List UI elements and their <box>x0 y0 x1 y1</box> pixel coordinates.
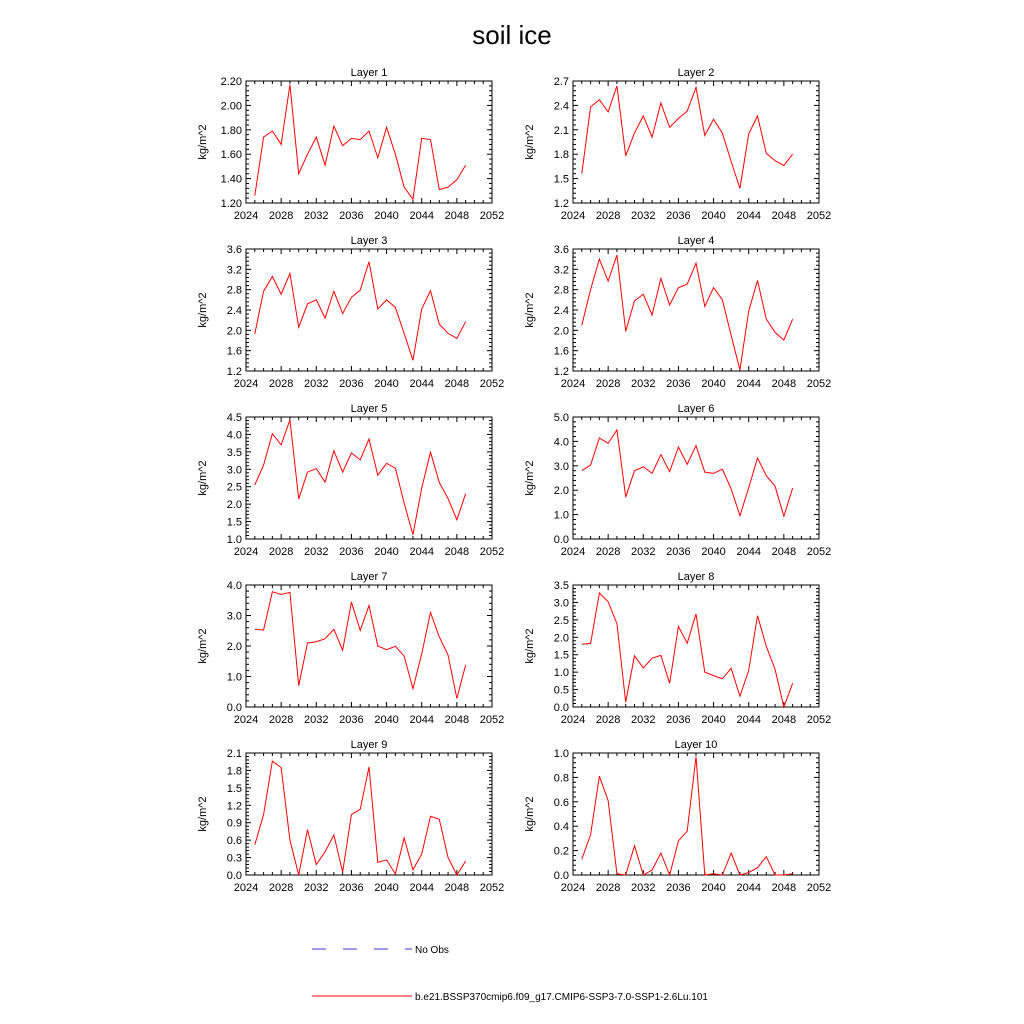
x-tick-label: 2052 <box>806 378 832 390</box>
x-tick-label: 2040 <box>701 210 726 222</box>
x-tick-label: 2036 <box>666 210 691 222</box>
x-tick-label: 2024 <box>560 546 586 558</box>
y-tick-label: 0.6 <box>226 835 242 848</box>
plot-frame <box>246 81 492 203</box>
x-tick-label: 2032 <box>631 210 656 222</box>
y-tick-label: 1.6 <box>226 345 242 358</box>
y-axis-label: kg/m^2 <box>197 292 209 328</box>
x-tick-label: 2036 <box>339 714 364 726</box>
x-tick-label: 2040 <box>374 378 399 390</box>
y-tick-label: 1.2 <box>226 800 242 813</box>
y-tick-label: 2.5 <box>226 481 242 494</box>
y-tick-label: 2.1 <box>553 124 569 137</box>
x-tick-label: 2032 <box>304 210 329 222</box>
series-line <box>255 85 466 200</box>
x-tick-label: 2036 <box>339 378 364 390</box>
plot-frame <box>573 585 819 707</box>
panel-title: Layer 9 <box>350 739 388 751</box>
x-tick-label: 2024 <box>560 210 586 222</box>
y-tick-label: 3.0 <box>226 610 242 623</box>
plot-frame <box>246 417 492 539</box>
x-tick-label: 2036 <box>666 882 691 894</box>
y-tick-label: 3.0 <box>553 597 569 610</box>
y-tick-label: 1.80 <box>220 124 242 137</box>
y-tick-label: 1.40 <box>220 173 242 186</box>
x-tick-label: 2032 <box>631 546 656 558</box>
series-line <box>255 592 466 699</box>
plot-frame <box>246 249 492 371</box>
y-tick-label: 5.0 <box>553 412 569 424</box>
y-tick-label: 3.5 <box>226 446 242 459</box>
y-tick-label: 0.2 <box>553 845 569 858</box>
y-tick-label: 2.1 <box>226 748 242 760</box>
y-tick-label: 2.0 <box>553 325 569 338</box>
x-tick-label: 2040 <box>374 210 399 222</box>
x-tick-label: 2040 <box>374 882 399 894</box>
x-tick-label: 2028 <box>268 714 294 726</box>
x-tick-label: 2044 <box>409 378 434 390</box>
y-axis-label: kg/m^2 <box>524 124 536 160</box>
y-tick-label: 1.5 <box>226 782 242 795</box>
x-tick-label: 2028 <box>595 378 621 390</box>
x-tick-label: 2028 <box>268 882 294 894</box>
panel-layer-10 <box>524 739 831 894</box>
x-tick-label: 2044 <box>736 378 761 390</box>
y-tick-label: 2.5 <box>553 614 569 627</box>
y-tick-label: 1.8 <box>226 765 242 778</box>
x-tick-label: 2024 <box>233 882 259 894</box>
x-tick-label: 2024 <box>233 210 259 222</box>
y-tick-label: 1.5 <box>226 516 242 529</box>
y-axis-label: kg/m^2 <box>524 292 536 328</box>
figure-title: soil ice <box>472 20 552 50</box>
x-tick-label: 2028 <box>595 882 621 894</box>
y-tick-label: 0.4 <box>553 821 569 834</box>
y-tick-label: 1.20 <box>220 198 242 210</box>
y-tick-label: 3.6 <box>226 244 242 256</box>
x-tick-label: 2052 <box>806 546 832 558</box>
y-tick-label: 3.2 <box>553 264 569 277</box>
x-tick-label: 2028 <box>595 714 621 726</box>
x-tick-label: 2028 <box>595 546 621 558</box>
series-line <box>255 262 466 361</box>
y-tick-label: 4.0 <box>226 580 242 592</box>
x-tick-label: 2052 <box>479 882 505 894</box>
panel-title: Layer 1 <box>350 67 388 79</box>
y-tick-label: 1.2 <box>553 198 569 210</box>
y-tick-label: 2.0 <box>226 499 242 512</box>
y-tick-label: 0.5 <box>553 684 569 697</box>
x-tick-label: 2024 <box>233 546 259 558</box>
y-tick-label: 1.2 <box>553 366 569 378</box>
y-tick-label: 2.0 <box>226 641 242 653</box>
x-tick-label: 2024 <box>560 378 586 390</box>
series-line <box>255 761 466 875</box>
y-tick-label: 0.9 <box>226 817 242 830</box>
y-tick-label: 1.6 <box>553 345 569 358</box>
x-tick-label: 2024 <box>233 378 259 390</box>
y-axis-label: kg/m^2 <box>197 796 209 832</box>
x-tick-label: 2044 <box>409 210 434 222</box>
x-tick-label: 2032 <box>304 714 329 726</box>
y-tick-label: 2.00 <box>220 100 242 113</box>
y-tick-label: 4.5 <box>226 412 242 424</box>
x-tick-label: 2040 <box>701 882 726 894</box>
series-line <box>582 430 793 516</box>
x-tick-label: 2028 <box>268 378 294 390</box>
x-tick-label: 2052 <box>479 546 505 558</box>
y-axis-label: kg/m^2 <box>524 628 536 664</box>
series-line <box>582 86 793 188</box>
plot-frame <box>573 249 819 371</box>
panel-title: Layer 7 <box>350 571 388 583</box>
y-tick-label: 1.0 <box>553 667 569 680</box>
y-tick-label: 1.0 <box>226 671 242 684</box>
y-tick-label: 2.7 <box>553 76 569 88</box>
x-tick-label: 2032 <box>304 546 329 558</box>
x-tick-label: 2024 <box>560 714 586 726</box>
series-line <box>582 255 793 370</box>
y-tick-label: 0.0 <box>226 870 242 882</box>
x-tick-label: 2040 <box>701 714 726 726</box>
x-tick-label: 2036 <box>666 378 691 390</box>
x-tick-label: 2032 <box>631 378 656 390</box>
panel-layer-9 <box>197 739 504 894</box>
y-tick-label: 1.2 <box>226 366 242 378</box>
x-tick-label: 2024 <box>560 882 586 894</box>
y-tick-label: 2.8 <box>553 284 569 297</box>
panel-layer-5 <box>197 403 504 558</box>
series-line <box>582 593 793 707</box>
y-tick-label: 2.4 <box>553 305 569 317</box>
panel-layer-2 <box>524 67 831 222</box>
panel-layer-4 <box>524 235 831 390</box>
x-tick-label: 2024 <box>233 714 259 726</box>
x-tick-label: 2052 <box>479 714 505 726</box>
y-tick-label: 2.4 <box>553 100 569 113</box>
y-tick-label: 3.0 <box>226 464 242 477</box>
x-tick-label: 2032 <box>631 714 656 726</box>
x-tick-label: 2052 <box>806 882 832 894</box>
y-tick-label: 0.6 <box>553 796 569 809</box>
x-tick-label: 2040 <box>374 546 399 558</box>
y-tick-label: 2.0 <box>553 632 569 645</box>
series-line <box>582 757 793 875</box>
y-tick-label: 0.0 <box>553 534 569 546</box>
y-tick-label: 3.6 <box>553 244 569 256</box>
panel-title: Layer 2 <box>677 67 715 79</box>
y-tick-label: 1.5 <box>553 649 569 662</box>
x-tick-label: 2036 <box>339 546 364 558</box>
x-tick-label: 2048 <box>771 210 797 222</box>
x-tick-label: 2032 <box>304 882 329 894</box>
y-tick-label: 3.2 <box>226 264 242 277</box>
x-tick-label: 2044 <box>736 210 761 222</box>
x-tick-label: 2044 <box>736 714 761 726</box>
x-tick-label: 2028 <box>268 210 294 222</box>
y-tick-label: 0.3 <box>226 852 242 865</box>
y-tick-label: 0.0 <box>553 870 569 882</box>
y-tick-label: 2.4 <box>226 305 242 317</box>
x-tick-label: 2048 <box>444 546 470 558</box>
x-tick-label: 2048 <box>771 378 797 390</box>
panel-layer-3 <box>197 235 504 390</box>
x-tick-label: 2052 <box>479 210 505 222</box>
x-tick-label: 2040 <box>701 378 726 390</box>
x-tick-label: 2048 <box>771 714 797 726</box>
series-line <box>255 420 466 535</box>
y-tick-label: 2.20 <box>220 76 242 88</box>
y-tick-label: 1.5 <box>553 173 569 186</box>
x-tick-label: 2028 <box>595 210 621 222</box>
y-tick-label: 2.8 <box>226 284 242 297</box>
x-tick-label: 2048 <box>444 882 470 894</box>
x-tick-label: 2044 <box>409 546 434 558</box>
y-tick-label: 1.8 <box>553 149 569 162</box>
x-tick-label: 2036 <box>339 882 364 894</box>
y-axis-label: kg/m^2 <box>524 460 536 496</box>
panel-title: Layer 10 <box>674 739 718 751</box>
x-tick-label: 2036 <box>666 714 691 726</box>
y-tick-label: 3.0 <box>553 460 569 473</box>
y-axis-label: kg/m^2 <box>197 628 209 664</box>
x-tick-label: 2048 <box>771 546 797 558</box>
x-tick-label: 2044 <box>736 546 761 558</box>
x-tick-label: 2032 <box>631 882 656 894</box>
y-axis-label: kg/m^2 <box>197 124 209 160</box>
panel-title: Layer 5 <box>350 403 388 415</box>
x-tick-label: 2048 <box>444 714 470 726</box>
x-tick-label: 2040 <box>374 714 399 726</box>
panel-title: Layer 3 <box>350 235 388 247</box>
legend <box>312 945 708 1003</box>
panel-title: Layer 6 <box>677 403 715 415</box>
x-tick-label: 2052 <box>806 714 832 726</box>
x-tick-label: 2032 <box>304 378 329 390</box>
legend-no-obs-label: No Obs <box>415 945 449 956</box>
panel-layer-7 <box>197 571 504 726</box>
panel-title: Layer 8 <box>677 571 715 583</box>
panel-layer-1 <box>197 67 504 222</box>
x-tick-label: 2052 <box>479 378 505 390</box>
y-tick-label: 1.0 <box>553 509 569 522</box>
panels <box>197 67 831 894</box>
x-tick-label: 2044 <box>409 882 434 894</box>
x-tick-label: 2036 <box>666 546 691 558</box>
y-tick-label: 0.0 <box>226 702 242 714</box>
y-tick-label: 2.0 <box>226 325 242 338</box>
legend-model-label: b.e21.BSSP370cmip6.f09_g17.CMIP6-SSP3-7.0-SSP1-2.6Lu.101 <box>415 992 708 1003</box>
y-tick-label: 4.0 <box>553 436 569 449</box>
plot-frame <box>573 417 819 539</box>
x-tick-label: 2040 <box>701 546 726 558</box>
x-tick-label: 2048 <box>444 378 470 390</box>
panel-layer-6 <box>524 403 831 558</box>
x-tick-label: 2048 <box>771 882 797 894</box>
y-tick-label: 1.60 <box>220 149 242 162</box>
y-tick-label: 1.0 <box>553 748 569 760</box>
x-tick-label: 2036 <box>339 210 364 222</box>
x-tick-label: 2044 <box>736 882 761 894</box>
y-tick-label: 2.0 <box>553 485 569 498</box>
y-tick-label: 4.0 <box>226 429 242 442</box>
x-tick-label: 2048 <box>444 210 470 222</box>
panel-layer-8 <box>524 571 831 726</box>
x-tick-label: 2028 <box>268 546 294 558</box>
x-tick-label: 2044 <box>409 714 434 726</box>
y-tick-label: 3.5 <box>553 580 569 592</box>
plot-frame <box>573 81 819 203</box>
y-tick-label: 1.0 <box>226 534 242 546</box>
panel-title: Layer 4 <box>677 235 715 247</box>
y-tick-label: 0.0 <box>553 702 569 714</box>
y-axis-label: kg/m^2 <box>197 460 209 496</box>
y-axis-label: kg/m^2 <box>524 796 536 832</box>
x-tick-label: 2052 <box>806 210 832 222</box>
y-tick-label: 0.8 <box>553 772 569 785</box>
